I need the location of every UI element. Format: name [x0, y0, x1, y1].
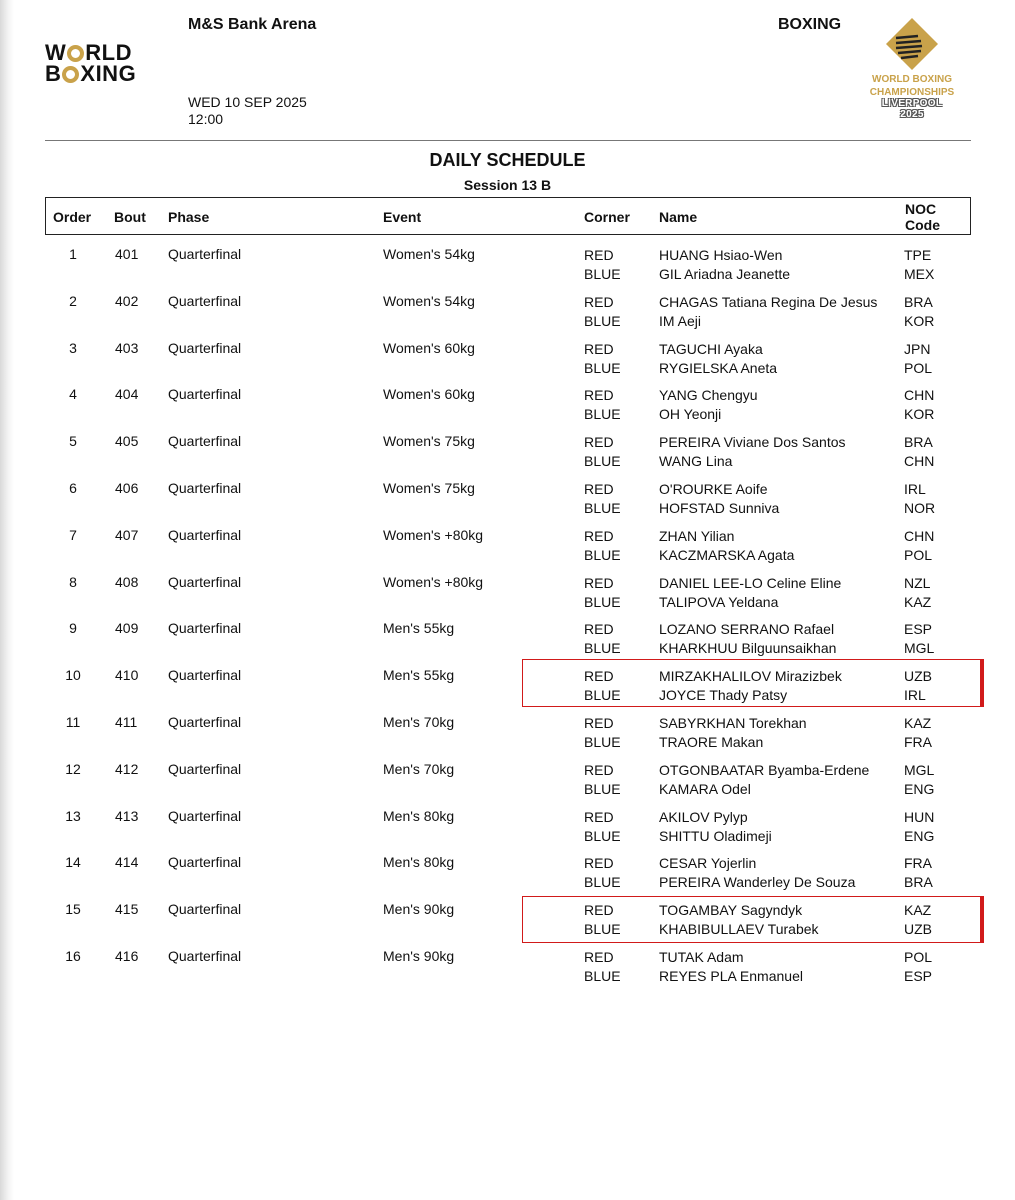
boxer-blue-name: KHABIBULLAEV Turabek: [659, 921, 819, 938]
bout-phase: Quarterfinal: [168, 339, 242, 356]
bout-noc-codes: [904, 667, 932, 705]
corner-blue: BLUE: [584, 687, 621, 704]
bout-phase: Quarterfinal: [168, 479, 242, 496]
bout-event: Men's 70kg: [383, 760, 455, 777]
corner-blue: BLUE: [584, 453, 621, 470]
table-row: [45, 759, 971, 806]
table-row: [45, 525, 971, 572]
corner-red: RED: [584, 247, 614, 263]
boxer-blue-name: REYES PLA Enmanuel: [659, 967, 803, 984]
boxer-blue-name: HOFSTAD Sunniva: [659, 499, 780, 516]
noc-blue: KAZ: [904, 593, 932, 610]
bout-corners: [584, 761, 621, 799]
bout-number: 411: [115, 713, 138, 730]
bout-order: 14: [65, 854, 81, 871]
corner-red: RED: [584, 434, 614, 451]
bout-order: 12: [65, 760, 81, 777]
championship-year: 2025: [900, 109, 924, 120]
noc-red: BRA: [904, 293, 933, 310]
noc-blue: ESP: [904, 967, 933, 984]
bout-number: 407: [115, 526, 139, 543]
bout-noc-codes: [904, 480, 935, 518]
bout-number: 404: [115, 386, 139, 403]
bout-boxers: [659, 293, 877, 331]
bout-number: 410: [115, 667, 139, 684]
bout-order: 3: [69, 339, 77, 356]
championship-emblem-icon: [884, 16, 940, 72]
col-order-header: Order: [53, 209, 92, 225]
bout-boxers: [659, 667, 842, 705]
boxer-red-name: HUANG Hsiao-Wen: [659, 247, 783, 263]
noc-red: MGL: [904, 761, 935, 778]
noc-blue: KOR: [904, 312, 935, 329]
table-row: [45, 572, 971, 619]
col-corner-header: Corner: [584, 209, 630, 225]
table-row: [45, 712, 971, 759]
bout-event: Men's 80kg: [383, 807, 455, 824]
bout-event: Women's 60kg: [383, 339, 475, 356]
table-row: [45, 852, 971, 899]
bout-boxers: [659, 714, 807, 752]
bout-corners: [584, 480, 621, 518]
bout-noc-codes: [904, 527, 934, 565]
session-label: Session 13 B: [463, 177, 552, 193]
table-header: [45, 197, 971, 235]
boxer-blue-name: IM Aeji: [659, 312, 702, 329]
bout-event: Men's 90kg: [383, 947, 455, 964]
boxer-red-name: TAGUCHI Ayaka: [659, 340, 763, 357]
boxer-red-name: DANIEL LEE-LO Celine Eline: [659, 574, 842, 591]
bout-order: 16: [65, 947, 81, 964]
bout-event: Men's 70kg: [383, 713, 455, 730]
boxer-blue-name: RYGIELSKA Aneta: [659, 359, 778, 376]
bout-phase: Quarterfinal: [168, 246, 242, 262]
bout-phase: Quarterfinal: [168, 386, 242, 403]
bout-corners: [584, 901, 621, 939]
bout-order: 6: [69, 479, 77, 496]
boxer-blue-name: KACZMARSKA Agata: [659, 546, 795, 563]
bout-event: Women's 60kg: [383, 386, 475, 403]
bout-number: 413: [115, 807, 139, 824]
noc-blue: UZB: [904, 921, 932, 938]
venue-name: M&S Bank Arena: [188, 16, 317, 33]
boxer-red-name: ZHAN Yilian: [659, 527, 735, 544]
boxer-red-name: LOZANO SERRANO Rafael: [659, 621, 835, 638]
bout-corners: [584, 948, 621, 986]
noc-red: CHN: [904, 527, 935, 544]
table-row: [45, 806, 971, 853]
boxer-blue-name: PEREIRA Wanderley De Souza: [659, 874, 856, 891]
bout-noc-codes: [904, 808, 934, 846]
table-row: [45, 665, 971, 712]
corner-red: RED: [584, 808, 614, 825]
noc-blue: FRA: [904, 733, 932, 750]
bout-phase: Quarterfinal: [168, 854, 242, 871]
bout-corners: [584, 293, 621, 331]
boxer-blue-name: WANG Lina: [659, 453, 733, 470]
boxer-blue-name: TRAORE Makan: [659, 733, 764, 750]
corner-blue: BLUE: [584, 593, 621, 610]
bout-corners: [584, 246, 621, 284]
bout-boxers: [659, 761, 869, 799]
table-row: [45, 384, 971, 431]
bout-order: 4: [69, 386, 77, 403]
document-title: DAILY SCHEDULE: [429, 150, 586, 170]
table-row: [45, 618, 971, 665]
bout-boxers: [659, 433, 846, 471]
noc-blue: ENG: [904, 780, 935, 797]
schedule-table-body: [45, 244, 971, 993]
bout-noc-codes: [904, 386, 934, 424]
noc-red: JPN: [904, 340, 931, 357]
bout-noc-codes: [904, 854, 933, 892]
noc-red: HUN: [904, 808, 935, 825]
bout-number: 405: [115, 433, 139, 450]
bout-corners: [584, 386, 621, 424]
boxer-blue-name: GIL Ariadna Jeanette: [659, 266, 791, 282]
corner-blue: BLUE: [584, 733, 621, 750]
bout-event: Men's 55kg: [383, 667, 455, 684]
boxer-red-name: CESAR Yojerlin: [659, 855, 757, 872]
bout-boxers: [659, 854, 855, 892]
championship-logo: [858, 16, 966, 120]
corner-red: RED: [584, 340, 614, 357]
corner-red: RED: [584, 714, 614, 731]
corner-blue: BLUE: [584, 640, 621, 657]
noc-red: CHN: [904, 387, 935, 404]
bout-order: 15: [65, 901, 81, 918]
bout-corners: [584, 527, 621, 565]
noc-red: KAZ: [904, 902, 932, 919]
championship-city: LIVERPOOL: [881, 98, 943, 109]
noc-blue: BRA: [904, 874, 933, 891]
bout-boxers: [659, 527, 794, 565]
bout-number: 416: [115, 947, 139, 964]
boxer-blue-name: TALIPOVA Yeldana: [659, 593, 779, 610]
bout-number: 415: [115, 901, 139, 918]
noc-blue: MGL: [904, 640, 935, 657]
bout-phase: Quarterfinal: [168, 901, 242, 918]
bout-order: 11: [65, 713, 81, 730]
boxer-blue-name: KHARKHUU Bilguunsaikhan: [659, 640, 837, 657]
bout-boxers: [659, 246, 790, 284]
bout-phase: Quarterfinal: [168, 713, 242, 730]
col-event-header: Event: [383, 209, 422, 225]
corner-red: RED: [584, 527, 614, 544]
bout-noc-codes: [904, 246, 934, 284]
corner-blue: BLUE: [584, 921, 621, 938]
championship-title-line2: CHAMPIONSHIPS: [869, 87, 955, 98]
corner-red: RED: [584, 668, 614, 685]
noc-blue: ENG: [904, 827, 935, 844]
table-row: [45, 899, 971, 946]
corner-blue: BLUE: [584, 780, 621, 797]
bout-number: 414: [115, 854, 139, 871]
bout-noc-codes: [904, 620, 934, 658]
bout-number: 406: [115, 479, 139, 496]
table-row: [45, 291, 971, 338]
bout-order: 7: [69, 526, 77, 543]
bout-event: Women's 54kg: [383, 292, 475, 309]
bout-corners: [584, 808, 621, 846]
boxer-red-name: YANG Chengyu: [659, 387, 758, 404]
bout-order: 1: [69, 246, 77, 262]
bout-boxers: [659, 386, 758, 424]
bout-number: 402: [115, 292, 139, 309]
table-row: [45, 478, 971, 525]
bout-phase: Quarterfinal: [168, 573, 242, 590]
bout-noc-codes: [904, 433, 934, 471]
corner-red: RED: [584, 387, 614, 404]
bout-phase: Quarterfinal: [168, 760, 242, 777]
col-phase-header: Phase: [168, 209, 210, 225]
header-divider: [45, 140, 971, 141]
boxer-red-name: OTGONBAATAR Byamba-Erdene: [659, 761, 870, 778]
corner-red: RED: [584, 621, 614, 638]
boxer-red-name: TOGAMBAY Sagyndyk: [659, 902, 803, 919]
logo-ring-icon: [62, 66, 79, 83]
corner-red: RED: [584, 948, 614, 965]
bout-order: 8: [69, 573, 77, 590]
boxer-blue-name: KAMARA Odel: [659, 780, 751, 797]
session-datetime: [188, 94, 307, 128]
bout-boxers: [659, 620, 836, 658]
bout-phase: Quarterfinal: [168, 433, 242, 450]
bout-corners: [584, 574, 621, 612]
bout-phase: Quarterfinal: [168, 667, 242, 684]
bout-boxers: [659, 480, 779, 518]
boxer-red-name: SABYRKHAN Torekhan: [659, 714, 807, 731]
bout-boxers: [659, 340, 777, 378]
bout-corners: [584, 340, 621, 378]
corner-red: RED: [584, 855, 614, 872]
boxer-blue-name: SHITTU Oladimeji: [659, 827, 772, 844]
bout-event: Women's 75kg: [383, 479, 475, 496]
bout-boxers: [659, 574, 841, 612]
bout-boxers: [659, 808, 772, 846]
logo-ring-icon: [67, 45, 84, 62]
noc-blue: MEX: [904, 266, 935, 282]
session-time: 12:00: [188, 111, 224, 127]
corner-red: RED: [584, 293, 614, 310]
col-name-header: Name: [659, 209, 698, 225]
noc-blue: CHN: [904, 453, 935, 470]
bout-corners: [584, 854, 621, 892]
boxer-red-name: AKILOV Pylyp: [659, 808, 748, 825]
bout-event: Men's 80kg: [383, 854, 455, 871]
bout-noc-codes: [904, 901, 932, 939]
boxer-red-name: CHAGAS Tatiana Regina De Jesus: [659, 293, 878, 310]
corner-red: RED: [584, 574, 614, 591]
championship-title-line1: WORLD BOXING: [872, 74, 952, 85]
bout-phase: Quarterfinal: [168, 526, 242, 543]
bout-noc-codes: [904, 293, 934, 331]
boxer-red-name: MIRZAKHALILOV Mirazizbek: [659, 668, 842, 685]
bout-corners: [584, 620, 621, 658]
noc-red: UZB: [904, 668, 932, 685]
corner-blue: BLUE: [584, 312, 621, 329]
corner-blue: BLUE: [584, 266, 621, 282]
noc-blue: KOR: [904, 406, 935, 423]
bout-number: 408: [115, 573, 139, 590]
noc-blue: NOR: [904, 499, 936, 516]
corner-blue: BLUE: [584, 499, 621, 516]
corner-blue: BLUE: [584, 827, 621, 844]
bout-noc-codes: [904, 340, 932, 378]
bout-boxers: [659, 948, 803, 986]
bout-noc-codes: [904, 574, 931, 612]
session-date: WED 10 SEP 2025: [188, 94, 307, 110]
bout-number: 401: [115, 246, 139, 262]
bout-event: Men's 90kg: [383, 901, 455, 918]
bout-corners: [584, 433, 621, 471]
bout-order: 13: [65, 807, 81, 824]
corner-red: RED: [584, 480, 614, 497]
noc-red: KAZ: [904, 714, 932, 731]
bout-phase: Quarterfinal: [168, 620, 242, 637]
corner-blue: BLUE: [584, 874, 621, 891]
bout-corners: [584, 714, 621, 752]
bout-event: Women's 54kg: [383, 246, 475, 262]
corner-blue: BLUE: [584, 967, 621, 984]
noc-red: POL: [904, 948, 933, 965]
bout-corners: [584, 667, 621, 705]
col-noc-header: NOC Code: [905, 201, 940, 233]
bout-phase: Quarterfinal: [168, 807, 242, 824]
boxer-blue-name: OH Yeonji: [659, 406, 722, 423]
boxer-red-name: TUTAK Adam: [659, 948, 744, 965]
sport-name: BOXING: [778, 16, 842, 33]
bout-number: 403: [115, 339, 139, 356]
bout-noc-codes: [904, 948, 932, 986]
bout-order: 9: [69, 620, 77, 637]
noc-blue: POL: [904, 359, 933, 376]
bout-phase: Quarterfinal: [168, 947, 242, 964]
corner-blue: BLUE: [584, 546, 621, 563]
table-row: [45, 338, 971, 385]
bout-event: Women's 75kg: [383, 433, 475, 450]
bout-phase: Quarterfinal: [168, 292, 242, 309]
bout-noc-codes: [904, 714, 932, 752]
corner-blue: BLUE: [584, 359, 621, 376]
noc-red: FRA: [904, 855, 932, 872]
boxer-blue-name: JOYCE Thady Patsy: [659, 687, 788, 704]
noc-blue: IRL: [904, 687, 926, 704]
table-row: [45, 244, 971, 291]
noc-red: IRL: [904, 480, 926, 497]
world-boxing-logo: W RLD B XING: [45, 40, 137, 86]
bout-event: Men's 55kg: [383, 620, 455, 637]
col-bout-header: Bout: [114, 209, 146, 225]
bout-event: Women's +80kg: [383, 526, 484, 543]
corner-red: RED: [584, 761, 614, 778]
noc-red: NZL: [904, 574, 931, 591]
bout-event: Women's +80kg: [383, 573, 484, 590]
table-row: [45, 431, 971, 478]
bout-number: 409: [115, 620, 139, 637]
bout-order: 5: [69, 433, 77, 450]
noc-red: ESP: [904, 621, 933, 638]
bout-number: 412: [115, 760, 139, 777]
bout-noc-codes: [904, 761, 934, 799]
bout-order: 10: [65, 667, 81, 684]
boxer-red-name: PEREIRA Viviane Dos Santos: [659, 434, 846, 451]
corner-red: RED: [584, 902, 614, 919]
table-row: [45, 946, 971, 993]
noc-blue: POL: [904, 546, 933, 563]
corner-blue: BLUE: [584, 406, 621, 423]
boxer-red-name: O'ROURKE Aoife: [659, 480, 768, 497]
bout-order: 2: [69, 292, 77, 309]
bout-boxers: [659, 901, 819, 939]
noc-red: BRA: [904, 434, 933, 451]
noc-red: TPE: [904, 247, 932, 263]
